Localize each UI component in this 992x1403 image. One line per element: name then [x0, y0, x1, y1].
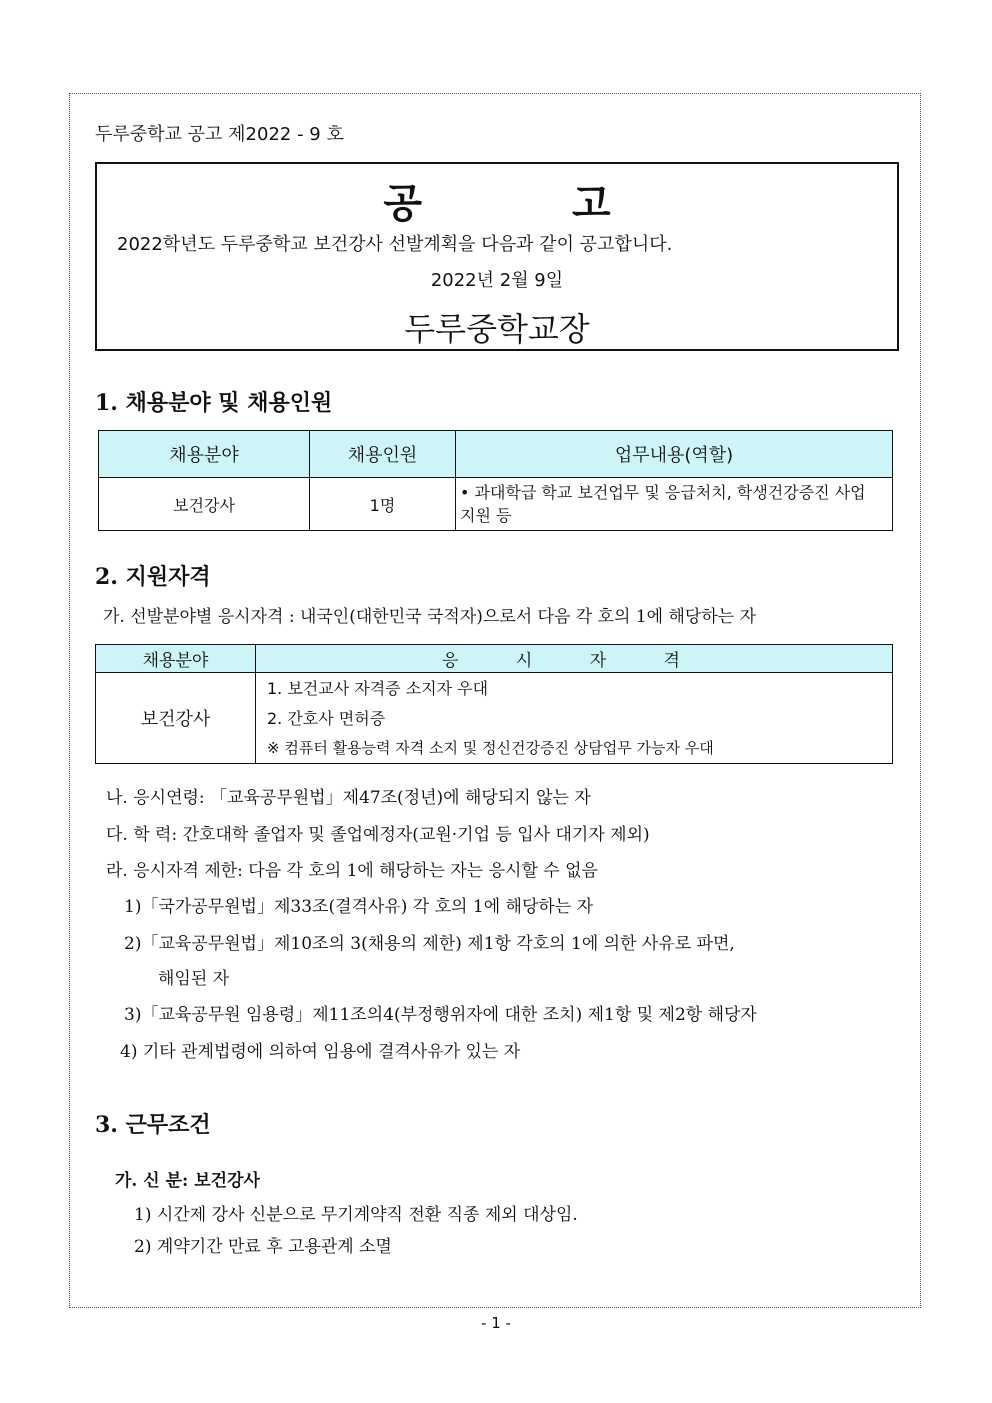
principal-signature: 두루중학교장	[404, 310, 590, 348]
restriction-intro: 라. 응시자격 제한: 다음 각 호의 1에 해당하는 자는 응시할 수 없음	[106, 861, 598, 881]
col-field: 채용분야	[99, 431, 310, 478]
qualification-item: 1. 보건교사 자격증 소지자 우대	[267, 679, 489, 698]
restriction-item-cont: 해임된 자	[158, 969, 230, 989]
page-number: - 1 -	[481, 1314, 511, 1332]
restriction-item: 2)「교육공무원법」제10조의 3(채용의 제한) 제1항 각호의 1에 의한 사유로 파면,	[124, 934, 735, 954]
restriction-item: 3)「교육공무원 임용령」제11조의4(부정행위자에 대한 조치) 제1항 및 제2항 해당자	[124, 1005, 757, 1025]
section2-heading: 2. 지원자격	[95, 564, 211, 590]
qualification-table	[95, 644, 893, 764]
condition-item: 2) 계약기간 만료 후 고용관계 소멸	[134, 1237, 392, 1257]
cell-field: 보건강사	[99, 478, 310, 531]
col-qualification: 응 시 자 격	[256, 645, 893, 673]
qualification-item: 2. 간호사 면허증	[267, 709, 386, 728]
restriction-item: 4) 기타 관계법령에 의하여 임용에 결격사유가 있는 자	[120, 1042, 521, 1062]
section3-heading: 3. 근무조건	[95, 1112, 211, 1138]
col-field: 채용분야	[96, 645, 256, 673]
table-row	[99, 478, 893, 531]
qualification-intro: 가. 선발분야별 응시자격 : 내국인(대한민국 국적자)으로서 다음 각 호의 1에 해당하는 자	[103, 607, 757, 627]
announcement-title: 공고	[383, 181, 761, 227]
cell-qualifications	[256, 673, 893, 764]
cell-count: 1명	[310, 478, 456, 531]
restriction-item: 1)「국가공무원법」제33조(결격사유) 각 호의 1에 해당하는 자	[124, 897, 594, 917]
notice-number: 두루중학교 공고 제2022 - 9 호	[95, 124, 344, 145]
announcement-intro: 2022학년도 두루중학교 보건강사 선발계획을 다음과 같이 공고합니다.	[117, 234, 673, 255]
cell-field: 보건강사	[96, 673, 256, 764]
age-requirement: 나. 응시연령: 「교육공무원법」제47조(정년)에 해당되지 않는 자	[106, 788, 591, 808]
col-count: 채용인원	[310, 431, 456, 478]
table-row	[96, 673, 893, 764]
announcement-box	[95, 162, 899, 351]
education-requirement: 다. 학 력: 간호대학 졸업자 및 졸업예정자(교원·기업 등 입사 대기자 제외)	[106, 825, 650, 845]
condition-item: 1) 시간제 강사 신분으로 무기계약직 전환 직종 제외 대상임.	[134, 1205, 578, 1225]
announcement-date: 2022년 2월 9일	[430, 270, 564, 291]
cell-duty: • 과대학급 학교 보건업무 및 응급처치, 학생건강증진 사업 지원 등	[456, 478, 893, 531]
employment-status: 가. 신 분: 보건강사	[115, 1171, 260, 1191]
qualification-note: ※ 컴퓨터 활용능력 자격 소지 및 정신건강증진 상담업무 가능자 우대	[267, 739, 714, 757]
recruitment-table	[98, 430, 893, 531]
col-duty: 업무내용(역할)	[456, 431, 893, 478]
section1-heading: 1. 채용분야 및 채용인원	[95, 390, 333, 416]
